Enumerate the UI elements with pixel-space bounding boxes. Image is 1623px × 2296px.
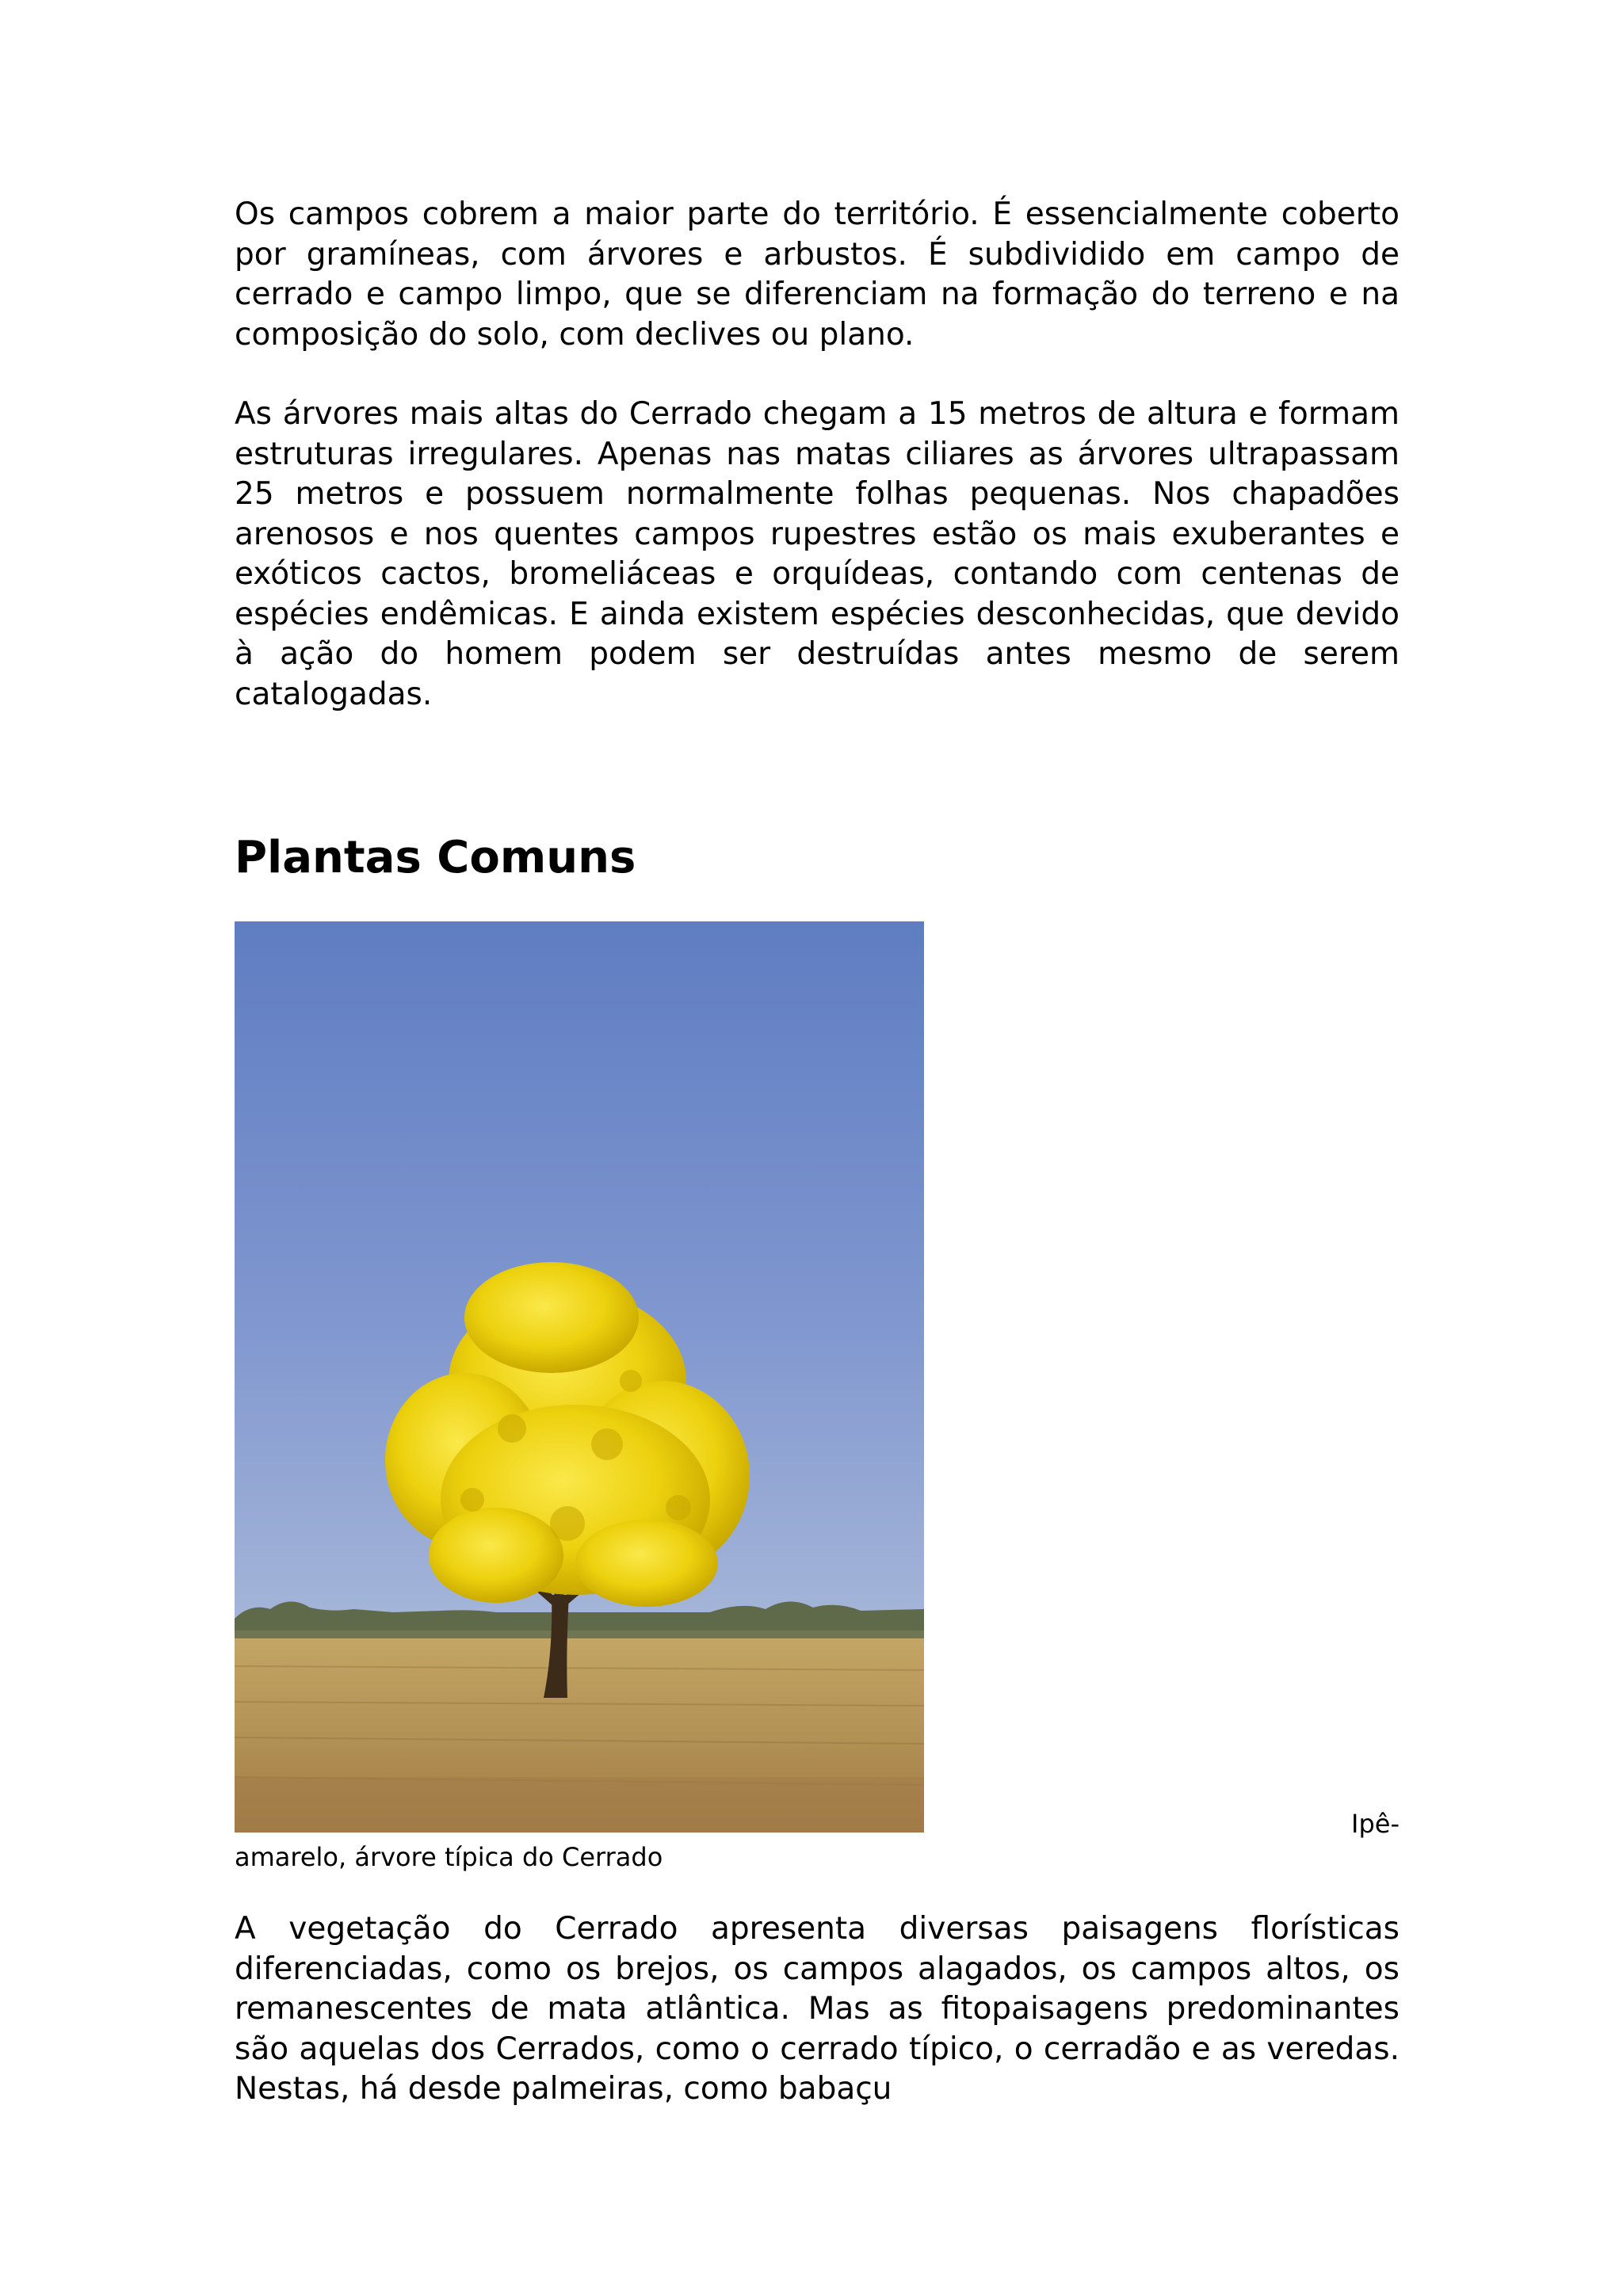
paragraph-vegetacao: A vegetação do Cerrado apresenta diversas paisagens florísticas diferenciadas, como os brejos, os campos alagados, os campos altos, os remanescentes de mata atlântica. Mas as fitopaisagens predominantes são aquelas dos Cerrados, como o cerrado típico, o cerradão e as veredas. Nestas, há desde palmeiras, como babaçu xyxy=(235,1911,1400,2107)
section-heading: Plantas Comuns xyxy=(235,832,636,883)
paragraph-campos: Os campos cobrem a maior parte do território. É essencialmente coberto por gramíneas, com árvores e arbustos. É subdividido em campo de cerrado e campo limpo, que se diferenciam na formação do terreno e na composição do solo, com declives ou plano. xyxy=(235,196,1400,353)
figure-caption-end: amarelo, árvore típica do Cerrado xyxy=(235,1842,663,1872)
paragraph-arvores: As árvores mais altas do Cerrado chegam a 15 metros de altura e formam estruturas irregulares. Apenas nas matas ciliares as árvores ultrapassam 25 metros e possuem normalmente folhas pequenas. Nos chapadões arenosos e nos quentes campos rupestres estão os mais exuberantes e exóticos cactos, bromeliáceas e orquídeas, contando com centenas de espécies endêmicas. E ainda existem espécies desconhecidas, que devido à ação do homem podem ser destruídas antes mesmo de serem catalogadas. xyxy=(235,396,1400,712)
ipe-amarelo-photo xyxy=(235,921,924,1833)
figure-caption-start: Ipê- xyxy=(1351,1809,1400,1839)
